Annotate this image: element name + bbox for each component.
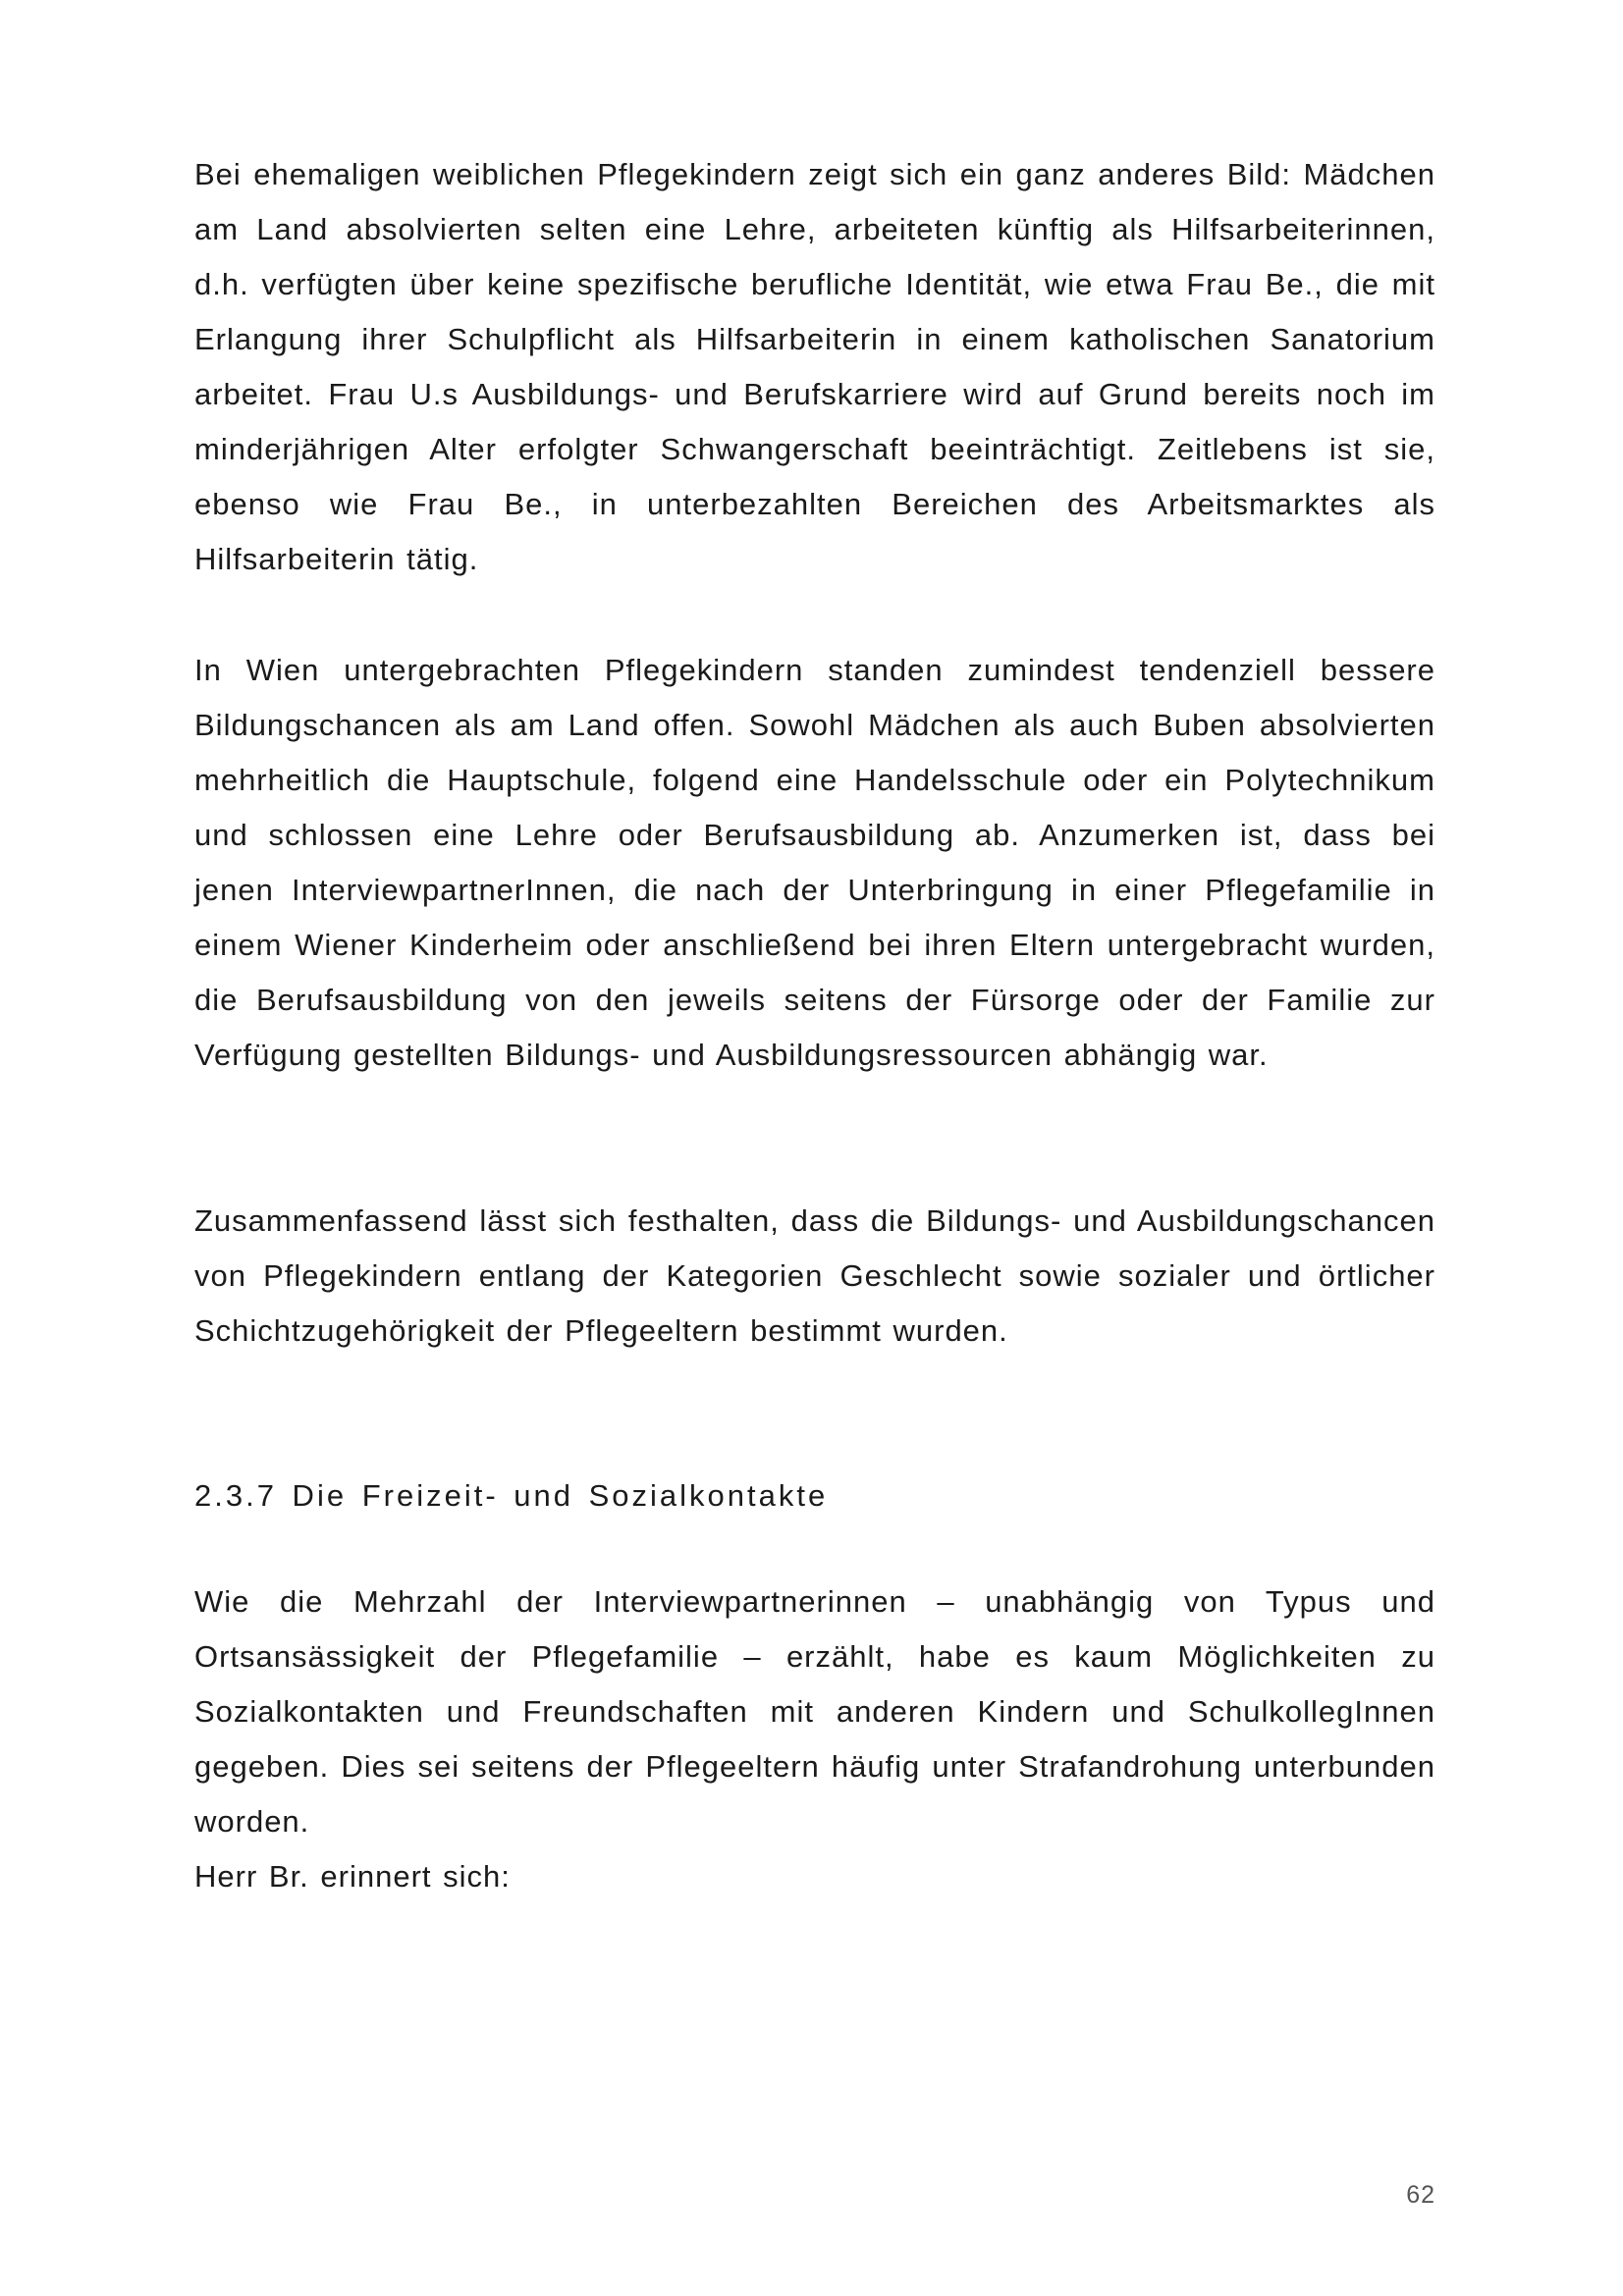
paragraph-4-quote-intro: Herr Br. erinnert sich: (194, 1859, 511, 1894)
paragraph-3: Zusammenfassend lässt sich festhalten, dass die Bildungs- und Ausbildungschancen von Pflegekindern entlang der Kategorien Geschlecht sowie sozialer und örtlicher Schichtzugehörigkeit der Pflegeeltern bestimmt wurden. (194, 1203, 1435, 1348)
paragraph-4: Wie die Mehrzahl der Interviewpartnerinnen – unabhängig von Typus und Ortsansässigkeit der Pflegefamilie – erzählt, habe es kaum Möglichkeiten zu Sozialkontakten und Freundschaften mit anderen Kindern und SchulkollegInnen gegeben. Dies sei seitens der Pflegeeltern häufig unter Strafandrohung unterbunden worden. (194, 1584, 1435, 1839)
page-number: 62 (1406, 2181, 1435, 2209)
paragraph-2: In Wien untergebrachten Pflegekindern standen zumindest tendenziell bessere Bildungschancen als am Land offen. Sowohl Mädchen als auch Buben absolvierten mehrheitlich die Hauptschule, folgend eine Handelsschule oder ein Polytechnikum und schlossen eine Lehre oder Berufsausbildung ab. Anzumerken ist, dass bei jenen InterviewpartnerInnen, die nach der Unterbringung in einer Pflegefamilie in einem Wiener Kinderheim oder anschließend bei ihren Eltern untergebracht wurden, die Berufsausbildung von den jeweils seitens der Fürsorge oder der Familie zur Verfügung gestellten Bildungs- und Ausbildungsressourcen abhängig war. (194, 653, 1435, 1072)
paragraph-1: Bei ehemaligen weiblichen Pflegekindern zeigt sich ein ganz anderes Bild: Mädchen am Land absolvierten selten eine Lehre, arbeiteten künftig als Hilfsarbeiterinnen, d.h. verfügten über keine spezifische berufliche Identität, wie etwa Frau Be., die mit Erlangung ihrer Schulpflicht als Hilfsarbeiterin in einem katholischen Sanatorium arbeitet. Frau U.s Ausbildungs- und Berufskarriere wird auf Grund bereits noch im minderjährigen Alter erfolgter Schwangerschaft beeinträchtigt. Zeitlebens ist sie, ebenso wie Frau Be., in unterbezahlten Bereichen des Arbeitsmarktes als Hilfsarbeiterin tätig. (194, 157, 1435, 576)
section-heading: 2.3.7 Die Freizeit- und Sozialkontakte (194, 1478, 829, 1513)
